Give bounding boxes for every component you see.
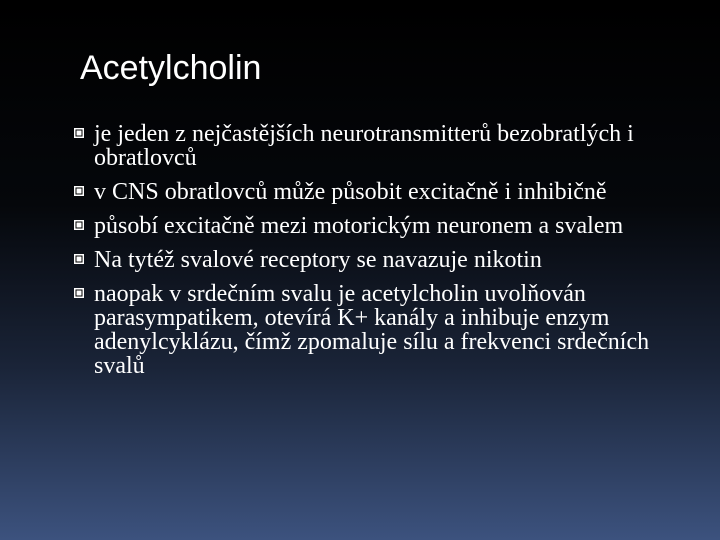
- bullet-item: [72, 248, 672, 272]
- slide-title: Acetylcholin: [80, 49, 262, 87]
- square-bullet-icon: [72, 286, 86, 300]
- square-bullet-icon: [72, 218, 86, 232]
- bullet-text: působí excitačně mezi motorickým neuronem a svalem: [94, 213, 624, 239]
- bullet-list: [72, 122, 672, 388]
- bullet-text: je jeden z nejčastějších neurotransmitterů bezobratlých i obratlovců: [94, 121, 634, 171]
- square-bullet-icon: [72, 252, 86, 266]
- square-bullet-icon: [72, 184, 86, 198]
- bullet-item: [72, 180, 672, 204]
- bullet-item: [72, 282, 672, 378]
- bullet-text: naopak v srdečním svalu je acetylcholin uvolňován parasympatikem, otevírá K+ kanály a inhibuje enzym adenylcyklázu, čímž zpomaluje sílu a frekvenci srdečních svalů: [94, 281, 650, 379]
- bullet-item: [72, 122, 672, 170]
- bullet-text: Na tytéž svalové receptory se navazuje nikotin: [94, 247, 542, 273]
- bullet-item: [72, 214, 672, 238]
- bullet-text: v CNS obratlovců může působit excitačně i inhibičně: [94, 179, 607, 205]
- square-bullet-icon: [72, 126, 86, 140]
